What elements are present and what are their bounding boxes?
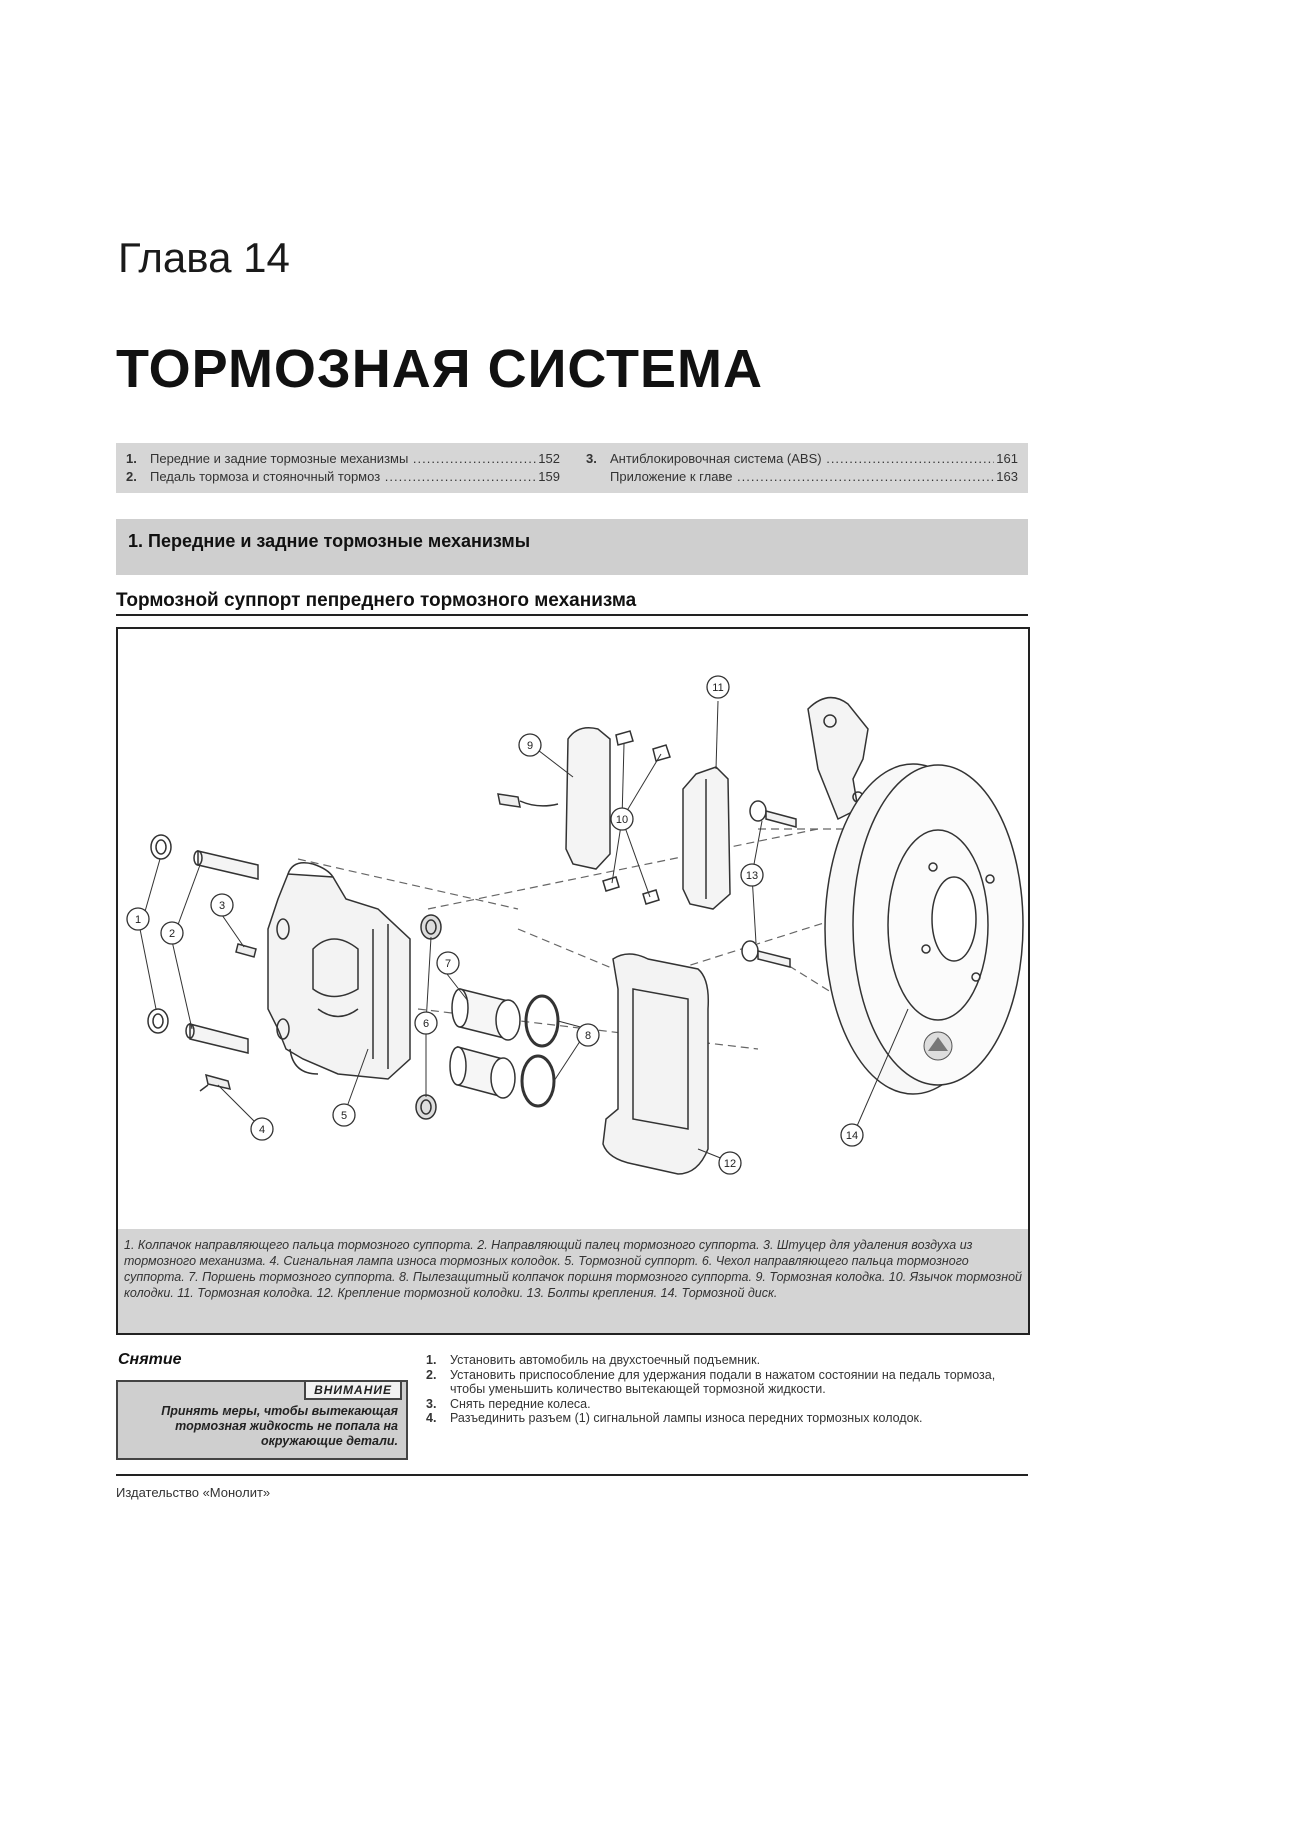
step-text: Снять передние колеса. (450, 1396, 591, 1411)
publisher-footer: Издательство «Монолит» (116, 1485, 271, 1500)
dust-seal-top (526, 996, 558, 1046)
chapter-label: Глава 14 (118, 234, 290, 281)
warning-text: Принять меры, чтобы вытекающая тормозная жидкость не попала на окружающие детали. (161, 1404, 398, 1448)
dust-seal-bottom (522, 1056, 554, 1106)
divider (116, 614, 1028, 616)
toc-item[interactable] (586, 468, 1018, 485)
callout-4-label: 4 (258, 1124, 266, 1136)
warning-label: ВНИМАНИЕ (304, 1380, 402, 1400)
step-text: Установить автомобиль на двухстоечный подъемник. (450, 1353, 761, 1367)
removal-heading: Снятие (118, 1351, 182, 1368)
toc-item[interactable] (126, 468, 560, 485)
step-item (426, 1397, 1026, 1412)
callout-5-label: 5 (340, 1110, 348, 1122)
warning-box (116, 1380, 408, 1460)
exploded-view-svg (118, 629, 1028, 1229)
piston-bottom (450, 1047, 515, 1098)
step-text: Разъединить разъем (1) сигнальной лампы износа передних тормозных колодок. (450, 1411, 923, 1425)
callout-13-label: 13 (745, 870, 759, 882)
piston-top (452, 989, 520, 1040)
toc-item-page: 163 (996, 469, 1018, 484)
toc-item-number: 2. (126, 469, 137, 484)
toc-item-page: 152 (538, 451, 560, 466)
toc-item-number: 3. (586, 451, 597, 466)
callout-6-label: 6 (422, 1018, 430, 1030)
step-number: 3. (426, 1396, 437, 1411)
brake-pad-inner (498, 728, 610, 869)
publisher-logo-icon (924, 1032, 952, 1060)
step-item (426, 1368, 1026, 1397)
mounting-bolt-top (750, 801, 796, 827)
section-header (116, 519, 1028, 575)
figure-caption: 1. Колпачок направляющего пальца тормозного суппорта. 2. Направляющий палец тормозного суппорта. 3. Штуцер для удаления воздуха из тормозного механизма. 4. Сигнальная лампа износа тормозных колодок. 5. Тормозной суппорт. 6. Чехол направляющего пальца тормозного суппорта. 7. Поршень тормозного суппорта. 8. Пылезащитный колпачок поршня тормозного суппорта. 9. Тормозная колодка. 10. Язычок тормозной колодки. 11. Тормозная колодка. 12. Крепление тормозной колодки. 13. Болты крепления. 14. Тормозной диск. (116, 1229, 1030, 1335)
toc-item-page: 161 (996, 451, 1018, 466)
toc-item[interactable] (126, 450, 560, 467)
table-of-contents (116, 443, 1028, 493)
callout-2-label: 2 (168, 928, 176, 940)
toc-item[interactable] (586, 450, 1018, 467)
guide-pin-top (194, 851, 258, 879)
toc-item-number (586, 468, 610, 485)
callout-11-label: 11 (712, 682, 724, 694)
guide-pin-boot-bottom (416, 1095, 436, 1119)
callout-10-label: 10 (615, 814, 629, 826)
brake-caliper-diagram (116, 627, 1030, 1231)
mounting-bolt-bottom (742, 941, 790, 967)
step-item (426, 1411, 1026, 1426)
toc-item-text: Педаль тормоза и стояночный тормоз ..... (150, 468, 536, 485)
page-title: ТОРМОЗНАЯ СИСТЕМА (116, 339, 764, 399)
guide-pin-cap-bottom (148, 1009, 168, 1033)
guide-pin-cap-top (151, 835, 171, 859)
step-number: 2. (426, 1367, 437, 1382)
callout-8-label: 8 (584, 1030, 592, 1042)
callout-12-label: 12 (723, 1158, 737, 1170)
caliper-bracket (603, 954, 708, 1174)
callout-7-label: 7 (444, 958, 452, 970)
guide-pin-boot-top (421, 915, 441, 939)
callout-14-label: 14 (845, 1130, 859, 1142)
step-text: Установить приспособление для удержания подали в нажатом состоянии на педаль тормоза, чтобы уменьшить количество вытекающей тормозной жидкости. (450, 1367, 996, 1396)
toc-item-text: Антиблокировочная система (ABS) ..... (610, 450, 994, 467)
toc-item-text: Передние и задние тормозные механизмы ..... (150, 450, 536, 467)
caliper-body (268, 863, 410, 1079)
callout-3-label: 3 (218, 900, 226, 912)
guide-pin-bottom (186, 1024, 248, 1053)
section-title: 1. Передние и задние тормозные механизмы (128, 531, 531, 551)
step-item (426, 1353, 1026, 1368)
callout-1-label: 1 (134, 914, 142, 926)
toc-item-number: 1. (126, 451, 137, 466)
step-number: 4. (426, 1411, 437, 1425)
brake-pad-outer (683, 767, 730, 909)
footer-divider (116, 1474, 1028, 1476)
toc-item-text: Приложение к главе ..... (610, 468, 994, 485)
step-number: 1. (426, 1353, 437, 1367)
removal-steps (426, 1353, 1026, 1426)
callout-9-label: 9 (526, 740, 534, 752)
toc-item-page: 159 (538, 469, 560, 484)
subsection-title: Тормозной суппорт пепреднего тормозного механизма (116, 590, 637, 611)
